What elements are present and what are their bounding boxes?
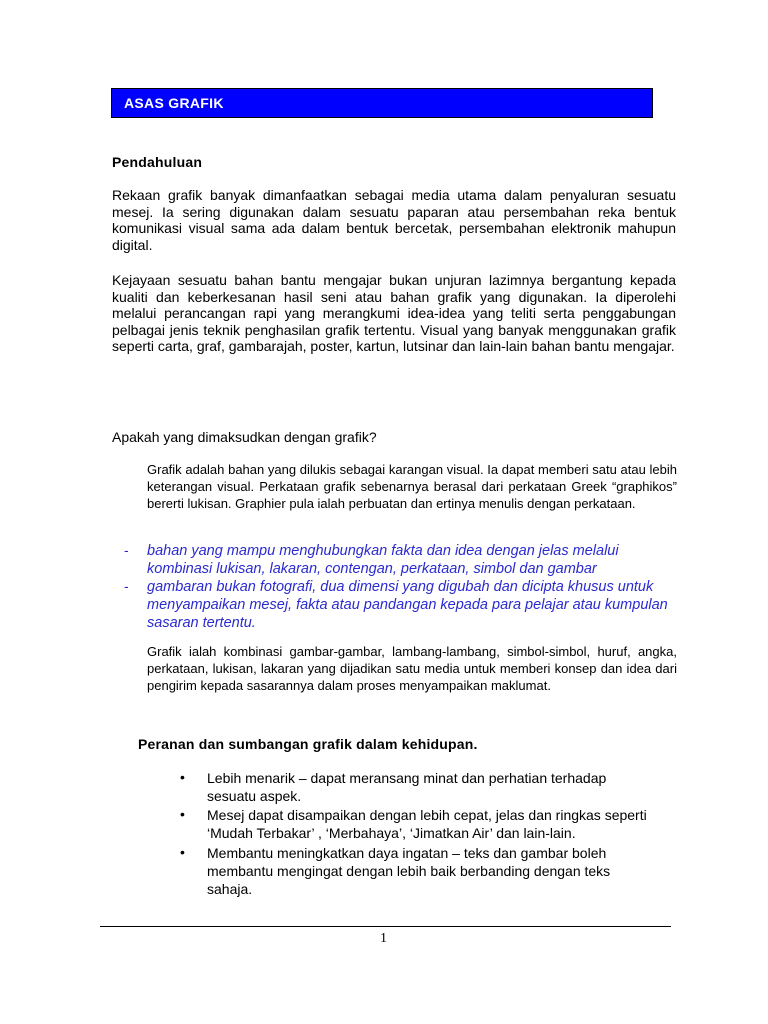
intro-heading: Pendahuluan bbox=[112, 154, 203, 170]
title-bar bbox=[111, 88, 653, 118]
list-item bbox=[180, 844, 650, 900]
bullet-marker: • bbox=[180, 769, 185, 785]
intro-paragraph-2: Kejayaan sesuatu bahan bantu mengajar bukan unjuran lazimnya bergantung kepada kualiti dan keberkesanan hasil seni atau bahan grafik yang digunakan. Ia diperolehi melalui perancangan rapi yang merangkumi idea-idea yang teliti serta penggabungan pelbagai jenis teknik penghasilan grafik tertentu. Visual yang banyak menggunakan grafik seperti carta, graf, gambarajah, poster, kartun, lutsinar dan lain-lain bahan bantu mengajar. bbox=[112, 272, 676, 354]
dash-marker: - bbox=[124, 542, 129, 558]
bullet-text: Mesej dapat disampaikan dengan lebih cepat, jelas dan ringkas seperti ‘Mudah Terbakar’ , ‘Merbahaya’, ‘Jimatkan Air’ dan lain-lain. bbox=[207, 807, 647, 841]
dash-item-text: bahan yang mampu menghubungkan fakta dan idea dengan jelas melalui kombinasi lukisan, lakaran, contengan, perkataan, simbol dan gambar bbox=[147, 543, 619, 577]
bullet-text: Lebih menarik – dapat meransang minat dan perhatian terhadap sesuatu aspek. bbox=[207, 770, 607, 804]
list-item bbox=[180, 769, 650, 806]
role-heading: Peranan dan sumbangan grafik dalam kehidupan. bbox=[138, 736, 478, 752]
intro-paragraph-1: Rekaan grafik banyak dimanfaatkan sebagai media utama dalam penyaluran sesuatu mesej. Ia sering digunakan dalam sesuatu paparan atau persembahan reka bentuk komunikasi visual sama ada dalam bentuk bercetak, persembahan elektronik mahupun digital. bbox=[112, 187, 676, 253]
question-heading: Apakah yang dimaksudkan dengan grafik? bbox=[112, 429, 377, 445]
list-item bbox=[112, 578, 678, 634]
definition-paragraph: Grafik adalah bahan yang dilukis sebagai karangan visual. Ia dapat memberi satu atau lebih keterangan visual. Perkataan grafik sebenarnya berasal dari perkataan Greek “graphikos” bererti lukisan. Graphier pula ialah perbuatan dan ertinya menulis dengan perkataan. bbox=[147, 462, 677, 511]
page-number: 1 bbox=[380, 931, 387, 946]
bullet-text: Membantu meningkatkan daya ingatan – teks dan gambar boleh membantu mengingat dengan lebih baik berbanding dengan teks sahaja. bbox=[207, 845, 611, 897]
bullet-marker: • bbox=[180, 806, 185, 822]
dash-marker: - bbox=[124, 578, 129, 594]
bullet-marker: • bbox=[180, 844, 185, 860]
dash-list bbox=[112, 542, 678, 634]
role-bullet-list bbox=[180, 769, 650, 900]
list-item bbox=[180, 806, 650, 844]
list-item bbox=[112, 542, 678, 578]
dash-item-text: gambaran bukan fotografi, dua dimensi yang digubah dan dicipta khusus untuk menyampaikan mesej, fakta atau pandangan kepada para pelajar atau kumpulan sasaran tertentu. bbox=[147, 579, 668, 631]
footer-divider bbox=[100, 926, 671, 927]
document-title: ASAS GRAFIK bbox=[124, 95, 224, 111]
definition-paragraph-2: Grafik ialah kombinasi gambar-gambar, lambang-lambang, simbol-simbol, huruf, angka, perkataan, lukisan, lakaran yang dijadikan satu media untuk memberi konsep dan idea dari pengirim kepada sasarannya dalam proses menyampaikan maklumat. bbox=[147, 644, 677, 693]
